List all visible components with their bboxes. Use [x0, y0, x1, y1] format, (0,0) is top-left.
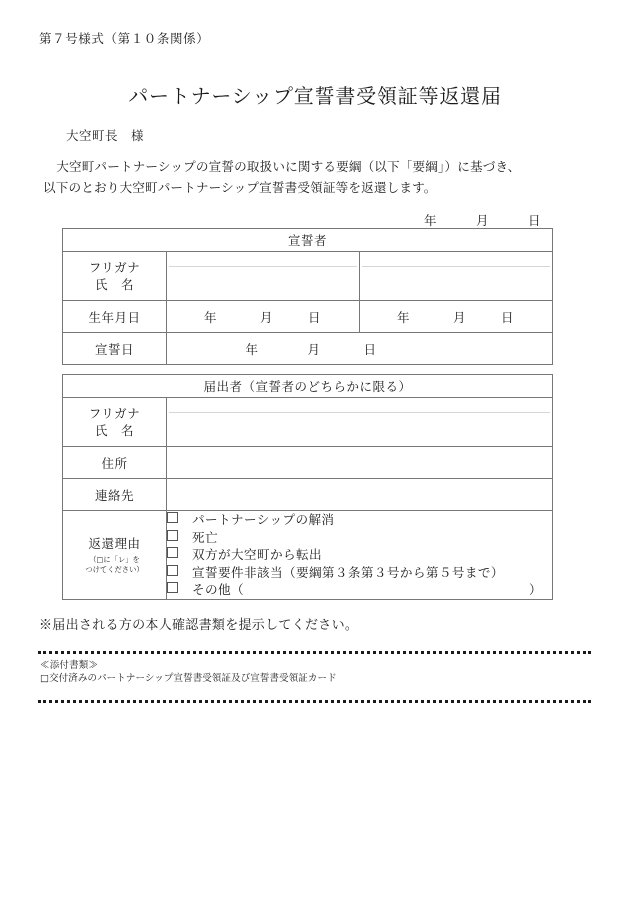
- addressee-line: 大空町長 様: [66, 128, 145, 143]
- checkbox-icon[interactable]: [167, 530, 178, 541]
- table-row: [63, 447, 553, 479]
- declarant-name-label: [63, 252, 167, 301]
- checkbox-option-other[interactable]: [167, 581, 552, 599]
- submitter-address-field[interactable]: [167, 447, 553, 479]
- checkbox-label: パートナーシップの解消: [192, 512, 335, 527]
- return-reason-title: 返還理由: [88, 536, 141, 552]
- declarant-table-header: 宣誓者: [63, 229, 553, 252]
- body-paragraph: [43, 156, 588, 198]
- dob-year-label: 年: [397, 309, 411, 325]
- identity-note: ※届出される方の本人確認書類を提示してください。: [39, 618, 359, 633]
- submitter-address-label: 住所: [63, 447, 167, 479]
- date-month-label: 月: [476, 213, 490, 228]
- furigana-rule: [169, 412, 550, 413]
- other-reason-close-paren: ）: [529, 582, 543, 597]
- dob-year-label: 年: [204, 309, 218, 325]
- furigana-label: フリガナ: [88, 260, 141, 275]
- furigana-label: フリガナ: [88, 406, 141, 421]
- attachments-title: ≪添付書類≫: [40, 660, 99, 671]
- table-row: [63, 301, 553, 333]
- page-title: パートナーシップ宣誓書受領証等返還届: [128, 84, 502, 108]
- name-label: 氏 名: [94, 277, 134, 292]
- body-paragraph-line-2: 以下のとおり大空町パートナーシップ宣誓書受領証等を返還します。: [43, 180, 437, 195]
- name-label: 氏 名: [94, 423, 134, 438]
- table-row: [63, 398, 553, 447]
- declarant-name-field-2[interactable]: [360, 252, 553, 301]
- checkbox-label: その他（: [192, 582, 244, 597]
- table-row: [63, 333, 553, 365]
- vow-date-field[interactable]: [167, 333, 553, 365]
- vow-day-label: 日: [363, 341, 377, 357]
- table-row: [63, 511, 553, 600]
- declarant-dob-field-2[interactable]: [360, 301, 553, 333]
- attachment-item-1: □交付済みのパートナーシップ宣誓書受領証及び宣誓書受領証カード: [40, 673, 337, 684]
- body-paragraph-line-1: 大空町パートナーシップの宣誓の取扱いに関する要綱（以下「要綱」）に基づき、: [56, 159, 521, 174]
- declarant-dob-label: 生年月日: [63, 301, 167, 333]
- checkbox-label: 宣誓要件非該当（要綱第３条第３号から第５号まで）: [192, 564, 504, 580]
- submitter-table-header: 届出者（宣誓者のどちらかに限る）: [63, 375, 553, 398]
- declarant-table: [62, 228, 553, 365]
- attachments-content: [38, 654, 591, 700]
- checkbox-icon[interactable]: [167, 512, 178, 523]
- return-reason-options: [167, 511, 553, 600]
- furigana-rule: [169, 266, 357, 267]
- table-row: [63, 229, 553, 252]
- declarant-name-field-1[interactable]: [167, 252, 360, 301]
- vow-month-label: 月: [307, 341, 321, 357]
- return-reason-label: [63, 511, 167, 600]
- declarant-dob-field-1[interactable]: [167, 301, 360, 333]
- checkbox-label: 双方が大空町から転出: [192, 547, 322, 562]
- attachments-block: [38, 651, 591, 703]
- checkbox-icon[interactable]: [167, 565, 178, 576]
- submitter-name-label: [63, 398, 167, 447]
- checkbox-label: 死亡: [192, 529, 218, 545]
- submitter-contact-field[interactable]: [167, 479, 553, 511]
- checkbox-option-dissolution[interactable]: [167, 511, 552, 529]
- date-day-label: 日: [528, 213, 542, 228]
- furigana-rule: [362, 266, 550, 267]
- attachments-spacer: [40, 685, 591, 694]
- table-row: [63, 479, 553, 511]
- checkbox-icon[interactable]: [167, 582, 178, 593]
- checkbox-option-moveout[interactable]: [167, 546, 552, 564]
- dob-day-label: 日: [501, 309, 515, 325]
- return-reason-note-line-2: つけてください）: [85, 565, 144, 575]
- checkbox-option-death[interactable]: [167, 529, 552, 547]
- checkbox-option-ineligible[interactable]: [167, 564, 552, 582]
- table-row: [63, 252, 553, 301]
- submission-date-line: [0, 211, 552, 229]
- submitter-name-field[interactable]: [167, 398, 553, 447]
- dob-month-label: 月: [260, 309, 274, 325]
- return-reason-note: [63, 555, 166, 575]
- date-year-label: 年: [424, 213, 438, 228]
- submitter-contact-label: 連絡先: [63, 479, 167, 511]
- table-row: [63, 375, 553, 398]
- checkbox-icon[interactable]: [167, 547, 178, 558]
- dob-day-label: 日: [308, 309, 322, 325]
- vow-year-label: 年: [245, 341, 259, 357]
- vow-date-label: 宣誓日: [63, 333, 167, 365]
- form-number: 第７号様式（第１０条関係）: [39, 31, 210, 46]
- submitter-table: [62, 374, 553, 600]
- dotted-divider-bottom: [38, 700, 591, 703]
- return-reason-note-line-1: （□に「レ」を: [89, 555, 140, 565]
- dob-month-label: 月: [453, 309, 467, 325]
